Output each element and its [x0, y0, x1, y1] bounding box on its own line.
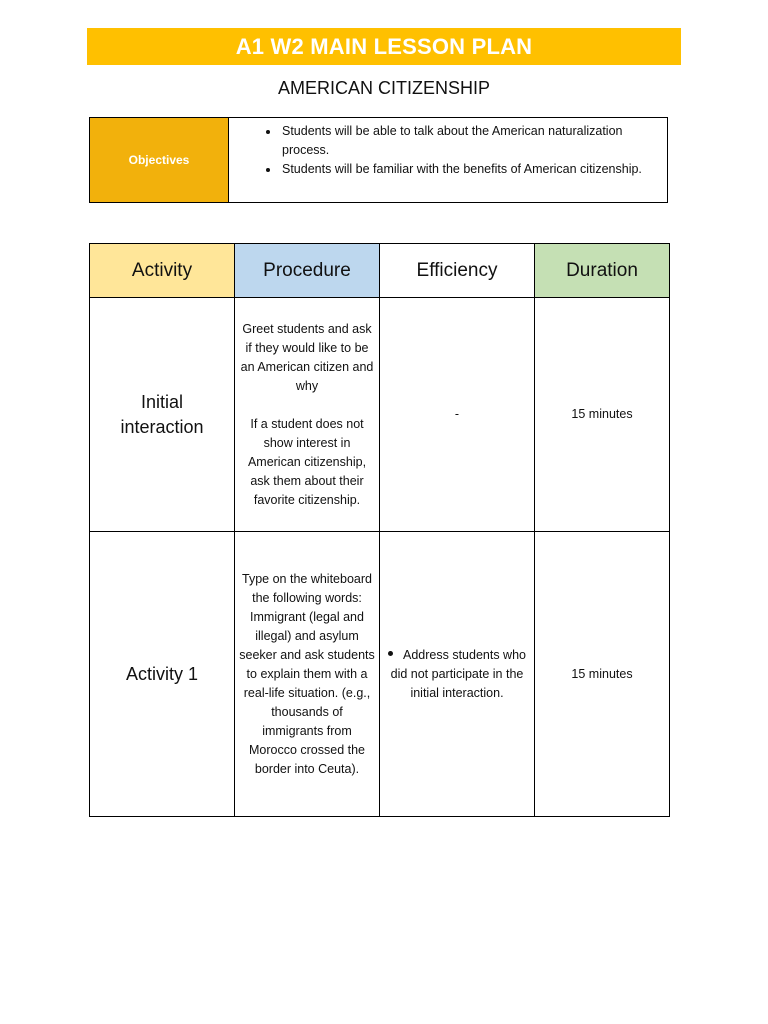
document-title-text: A1 W2 MAIN LESSON PLAN [235, 33, 533, 59]
header-efficiency: Efficiency [380, 244, 535, 298]
bullet-icon [388, 651, 393, 656]
table-header-row [90, 244, 670, 298]
activity-cell [90, 532, 235, 817]
efficiency-cell: - [380, 298, 535, 532]
objective-item: • Students will be familiar with the benefits of American citizenship. [280, 160, 653, 179]
procedure-cell [235, 532, 380, 817]
objectives-table [89, 117, 668, 203]
efficiency-list [380, 646, 534, 703]
objective-item: • Students will be able to talk about the American naturalization process. [280, 122, 653, 160]
duration-cell: 15 minutes [535, 532, 670, 817]
efficiency-item-text: Address students who did not participate in the initial interaction. [390, 647, 526, 700]
document-subtitle: AMERICAN CITIZENSHIP [277, 78, 491, 98]
procedure-text: Greet students and ask if they would like to be an American citizen and why [240, 321, 374, 393]
duration-cell: 15 minutes [535, 298, 670, 532]
activity-name: Activity 1 [125, 663, 199, 684]
procedure-text: Type on the whiteboard the following words: Immigrant (legal and illegal) and asylum seeker and ask students to explain them with a real-life situation. (e.g., thousands of immigrants from Morocco crossed the border into Ceuta). [239, 571, 375, 776]
procedure-text: If a student does not show interest in American citizenship, ask them about their favorite citizenship. [247, 416, 367, 507]
efficiency-item [388, 646, 526, 703]
header-duration: Duration [535, 244, 670, 298]
table-row [90, 298, 670, 532]
objectives-label: Objectives [90, 118, 229, 202]
header-procedure: Procedure [235, 244, 380, 298]
document-title [87, 28, 681, 65]
efficiency-cell [380, 532, 535, 817]
activity-name: Initial interaction [120, 391, 204, 437]
activity-cell [90, 298, 235, 532]
header-activity: Activity [90, 244, 235, 298]
objectives-list [229, 118, 667, 202]
procedure-cell [235, 298, 380, 532]
table-row [90, 532, 670, 817]
lesson-plan-table [89, 243, 670, 817]
